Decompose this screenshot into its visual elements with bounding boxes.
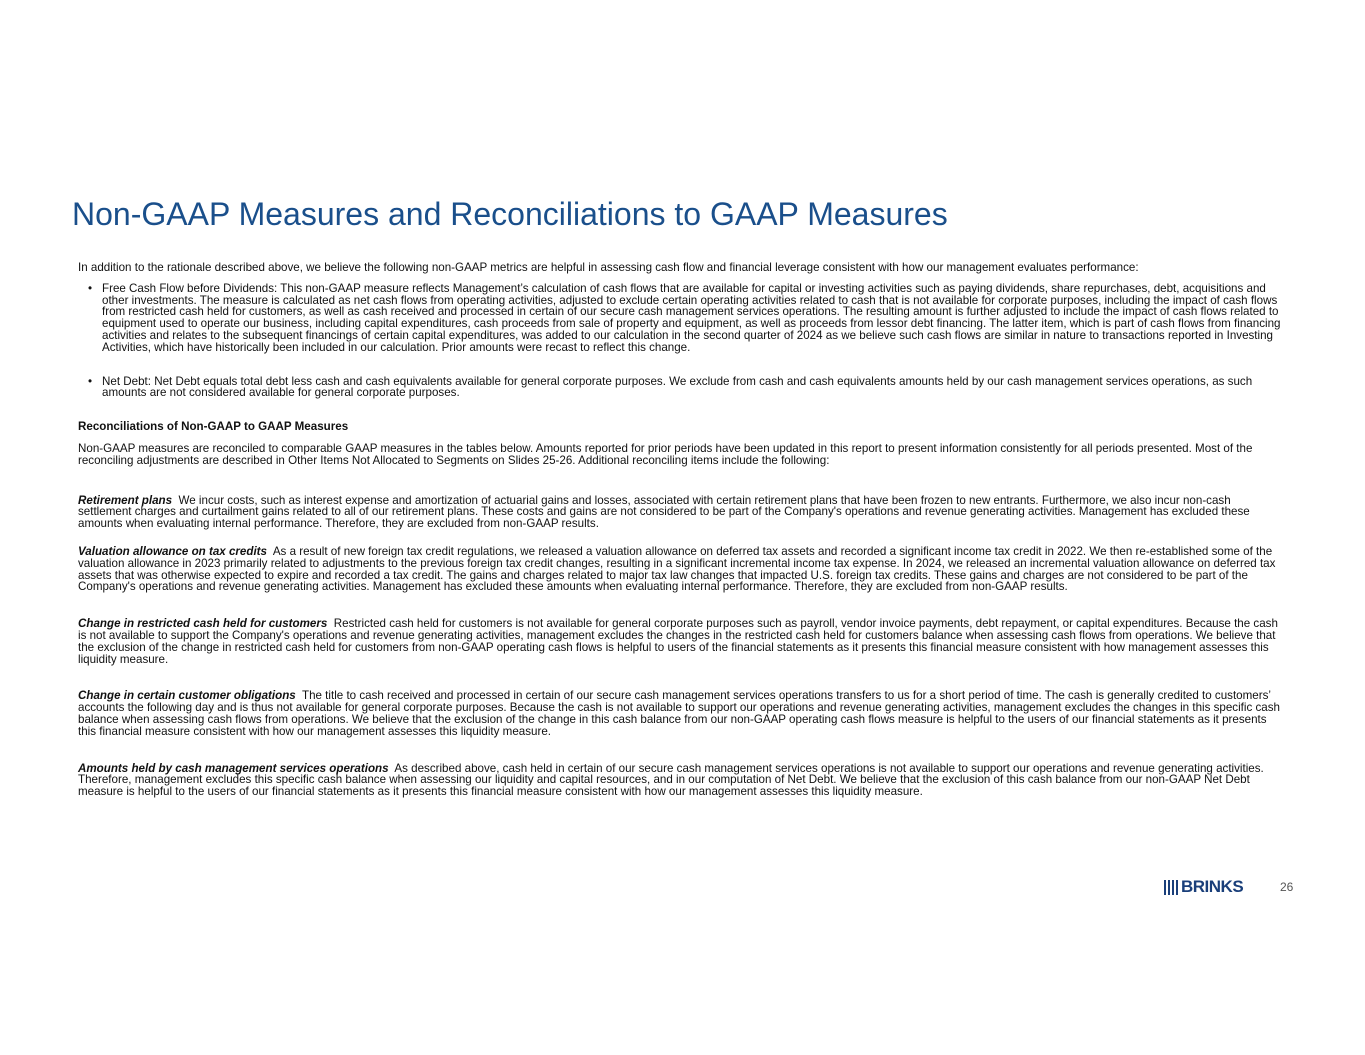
- item-cash-management-amounts: [78, 763, 1283, 798]
- item-text: As described above, cash held in certain of our secure cash management services operations is not available to support our operations and revenue generating activities. Therefore, management excludes this specific cash balance when assessing our liquidity and capital resources, and in our computation of Net Debt. We believe that the exclusion of this cash balance from our non-GAAP Net Debt measure is helpful to the users of our financial statements as it presents this financial measure consistent with how our management assesses this liquidity measure.: [78, 761, 1264, 799]
- item-title: Change in certain customer obligations: [78, 689, 296, 703]
- reconciliation-intro: Non-GAAP measures are reconciled to comparable GAAP measures in the tables below. Amounts reported for prior periods have been updated in this report to present information consistently for all periods presented. Most of the reconciling adjustments are described in Other Items Not Allocated to Segments on Slides 25-26. Additional reconciling items include the following:: [78, 441, 1253, 467]
- item-text: Restricted cash held for customers is not available for general corporate purposes such as payroll, vendor invoice payments, debt repayment, or capital expenditures. Because the cash is not available to support the Company's operations and revenue generating activities, management excludes the changes in the restricted cash held for customers balance when assessing cash flows from operations. We believe that the exclusion of the change in restricted cash held for customers from non-GAAP operating cash flows is helpful to users of the financial statements as it presents this financial measure consistent with how management assesses this liquidity measure.: [78, 617, 1278, 666]
- bullet-free-cash-flow: • Free Cash Flow before Dividends: This non-GAAP measure reflects Management’s calculation of cash flows that are available for capital or investing activities such as paying dividends, share repurchases, debt, acquisitions and other investments. The measure is calculated as net cash flows from operating activities, adjusted to exclude certain operating activities related to cash that is not available for corporate purposes, including the impact of cash flows from restricted cash held for customers, as well as cash received and processed in certain of our secure cash management services operations. The resulting amount is further adjusted to include the impact of cash flows related to equipment used to operate our business, including capital expenditures, cash proceeds from sale of property and equipment, as well as proceeds from lessor debt financing. The latter item, which is part of cash flows from financing activities and relates to the subsequent financings of certain capital expenditures, was added to our calculation in the second quarter of 2024 as we believe such cash flows are similar in nature to transactions reported in Investing Activities, which have historically been included in our calculation. Prior amounts were recast to reflect this change.: [78, 283, 1283, 354]
- metrics-list: [78, 283, 1283, 399]
- item-retirement-plans: [78, 495, 1283, 530]
- item-customer-obligations: [78, 690, 1283, 737]
- section-heading: Reconciliations of Non-GAAP to GAAP Measures: [78, 420, 349, 434]
- item-title: Retirement plans: [78, 493, 173, 507]
- item-title: Change in restricted cash held for customers: [78, 617, 328, 631]
- page-title: Non-GAAP Measures and Reconciliations to GAAP Measures: [72, 196, 948, 232]
- item-text: We incur costs, such as interest expense and amortization of actuarial gains and losses, associated with certain retirement plans that have been frozen to new entrants. Furthermore, we also incur non-cash settlement charges and curtailment gains related to all of our retirement plans. These costs and gains are not considered to be part of the Company's operations and revenue generating activities. Management has excluded these amounts when evaluating internal performance. Therefore, they are excluded from non-GAAP results.: [78, 493, 1250, 531]
- logo-text: BRINKS: [1181, 877, 1244, 896]
- item-valuation-allowance: [78, 546, 1283, 593]
- item-text: The title to cash received and processed in certain of our secure cash management services operations transfers to us for a short period of time. The cash is generally credited to customers’ accounts the following day and is thus not available for general corporate purposes. Because the cash is not available to support our operations and revenue generating activities, management excludes the changes in this specific cash balance when assessing cash flows from operations. We believe that the exclusion of the change in this cash balance from our non-GAAP operating cash flows measure is helpful to the users of our financial statements as it presents this financial measure consistent with how our management assesses this liquidity measure.: [78, 689, 1280, 738]
- brinks-logo-icon: [1164, 878, 1243, 896]
- logo-bars: [1164, 880, 1178, 895]
- item-restricted-cash: [78, 618, 1283, 665]
- item-text: As a result of new foreign tax credit regulations, we released a valuation allowance on deferred tax assets and recorded a significant income tax credit in 2022. We then re-established some of the valuation allowance in 2023 primarily related to adjustments to the previous foreign tax credit changes, resulting in a significant incremental income tax expense. In 2024, we released an incremental valuation allowance on deferred tax assets that was otherwise expected to expire and recorded a tax credit. The gains and charges related to major tax law changes that impacted U.S. foreign tax credits. These gains and charges are not considered to be part of the Company's operations and revenue generating activities. Management has excluded these amounts when evaluating internal performance. Therefore, they are excluded from non-GAAP results.: [78, 544, 1276, 594]
- slide-body: [78, 262, 1283, 814]
- item-title: Valuation allowance on tax credits: [78, 544, 267, 558]
- intro-paragraph: In addition to the rationale described above, we believe the following non-GAAP metrics are helpful in assessing cash flow and financial leverage consistent with how our management evaluates performance:: [78, 261, 1139, 274]
- page-number: 26: [1280, 880, 1294, 894]
- item-title: Amounts held by cash management services operations: [78, 761, 389, 775]
- bullet-net-debt: • Net Debt: Net Debt equals total debt less cash and cash equivalents available for general corporate purposes. We exclude from cash and cash equivalents amounts held by our cash management services operations, as such amounts are not considered available for general corporate purposes.: [78, 376, 1283, 400]
